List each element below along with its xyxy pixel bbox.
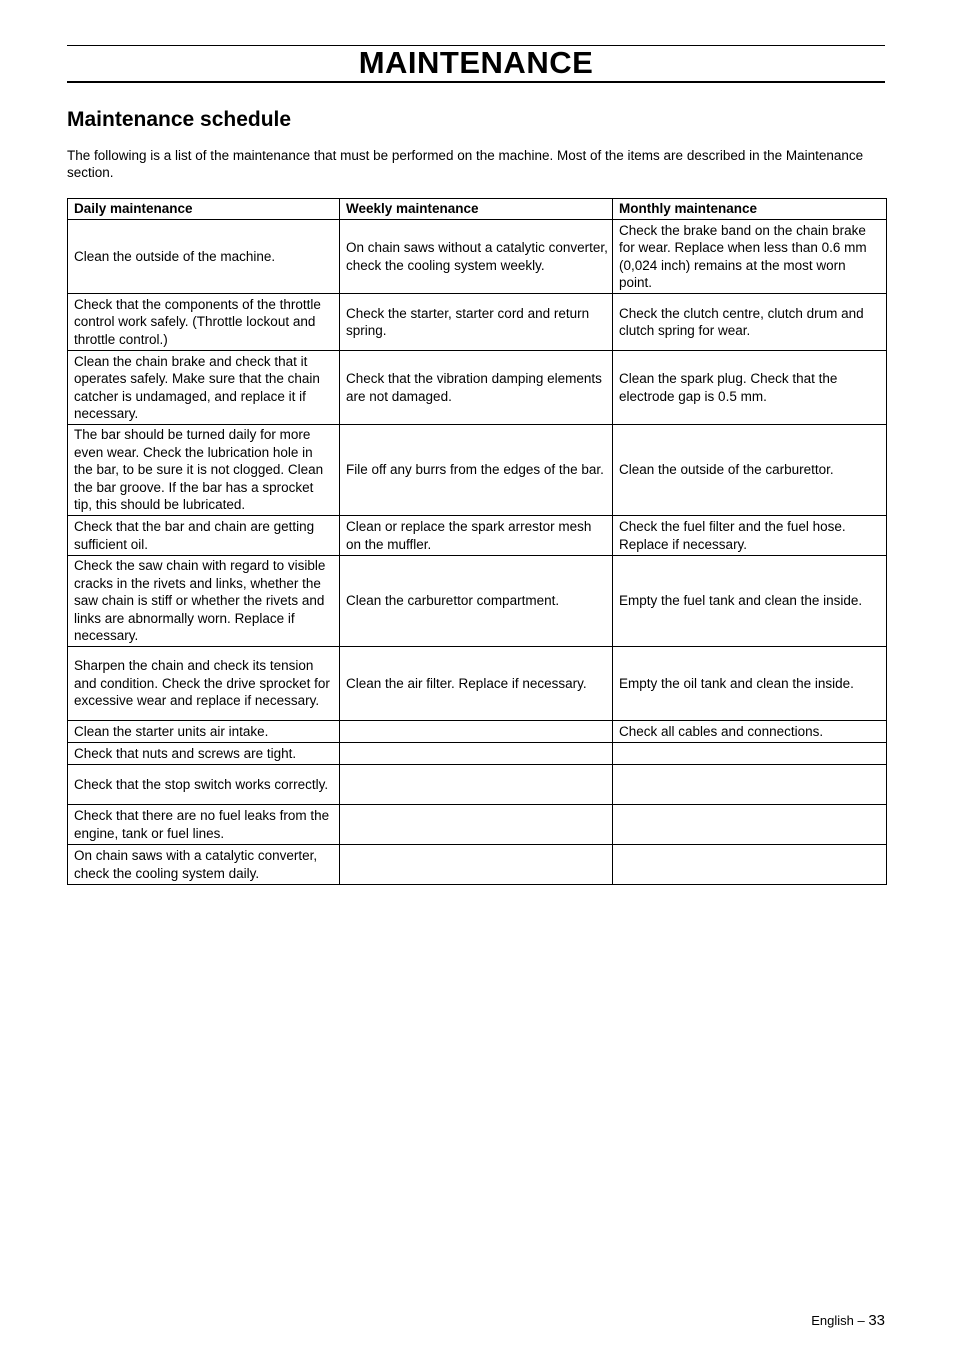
monthly-cell [613,765,887,805]
table-row [68,220,887,294]
page-number: 33 [868,1312,885,1329]
weekly-cell: File off any burrs from the edges of the bar. [340,425,613,516]
table-row [68,647,887,721]
page-header-title: MAINTENANCE [358,45,594,80]
weekly-cell [340,805,613,845]
weekly-cell [340,721,613,743]
page-footer [811,1311,885,1331]
daily-cell: Clean the outside of the machine. [68,220,340,294]
monthly-cell [613,845,887,885]
daily-cell: Check the saw chain with regard to visible cracks in the rivets and links, whether the saw chain is stiff or whether the rivets and links are abnormally worn. Replace if necessary. [68,556,340,647]
column-header-monthly: Monthly maintenance [613,199,887,220]
daily-cell: Check that the bar and chain are getting sufficient oil. [68,516,340,556]
weekly-cell [340,765,613,805]
header-rule-bottom [67,81,885,83]
table-row [68,294,887,351]
weekly-cell: Clean or replace the spark arrestor mesh on the muffler. [340,516,613,556]
table-row [68,351,887,425]
monthly-cell: Check the clutch centre, clutch drum and clutch spring for wear. [613,294,887,351]
monthly-cell [613,743,887,765]
table-row [68,743,887,765]
monthly-cell: Clean the spark plug. Check that the electrode gap is 0.5 mm. [613,351,887,425]
daily-cell: Check that nuts and screws are tight. [68,743,340,765]
table-row [68,721,887,743]
table-row [68,516,887,556]
table-row [68,845,887,885]
monthly-cell: Check the brake band on the chain brake for wear. Replace when less than 0.6 mm (0,024 inch) remains at the most worn point. [613,220,887,294]
maintenance-schedule-table [67,198,887,885]
table-row [68,805,887,845]
weekly-cell: Clean the air filter. Replace if necessary. [340,647,613,721]
section-title: Maintenance schedule [67,108,292,131]
table-row [68,425,887,516]
daily-cell: Clean the starter units air intake. [68,721,340,743]
table-row [68,556,887,647]
monthly-cell: Empty the oil tank and clean the inside. [613,647,887,721]
monthly-cell: Empty the fuel tank and clean the inside. [613,556,887,647]
weekly-cell: On chain saws without a catalytic converter, check the cooling system weekly. [340,220,613,294]
monthly-cell: Clean the outside of the carburettor. [613,425,887,516]
weekly-cell [340,743,613,765]
weekly-cell: Check the starter, starter cord and return spring. [340,294,613,351]
monthly-cell: Check the fuel filter and the fuel hose. Replace if necessary. [613,516,887,556]
table-row [68,765,887,805]
column-header-weekly: Weekly maintenance [340,199,613,220]
table-header-row [68,199,887,220]
weekly-cell: Clean the carburettor compartment. [340,556,613,647]
monthly-cell [613,805,887,845]
daily-cell: Check that there are no fuel leaks from the engine, tank or fuel lines. [68,805,340,845]
monthly-cell: Check all cables and connections. [613,721,887,743]
daily-cell: Check that the stop switch works correctly. [68,765,340,805]
daily-cell: On chain saws with a catalytic converter, check the cooling system daily. [68,845,340,885]
footer-language: English [811,1313,854,1328]
footer-separator: – [857,1313,865,1328]
column-header-daily: Daily maintenance [68,199,340,220]
daily-cell: Clean the chain brake and check that it operates safely. Make sure that the chain catcher is undamaged, and replace it if necessary. [68,351,340,425]
weekly-cell: Check that the vibration damping elements are not damaged. [340,351,613,425]
weekly-cell [340,845,613,885]
daily-cell: Check that the components of the throttle control work safely. (Throttle lockout and throttle control.) [68,294,340,351]
daily-cell: Sharpen the chain and check its tension and condition. Check the drive sprocket for excessive wear and replace if necessary. [68,647,340,721]
daily-cell: The bar should be turned daily for more even wear. Check the lubrication hole in the bar, to be sure it is not clogged. Clean the bar groove. If the bar has a sprocket tip, this should be lubricated. [68,425,340,516]
intro-paragraph: The following is a list of the maintenance that must be performed on the machine. Most of the items are described in the Maintenance section. [67,148,864,180]
